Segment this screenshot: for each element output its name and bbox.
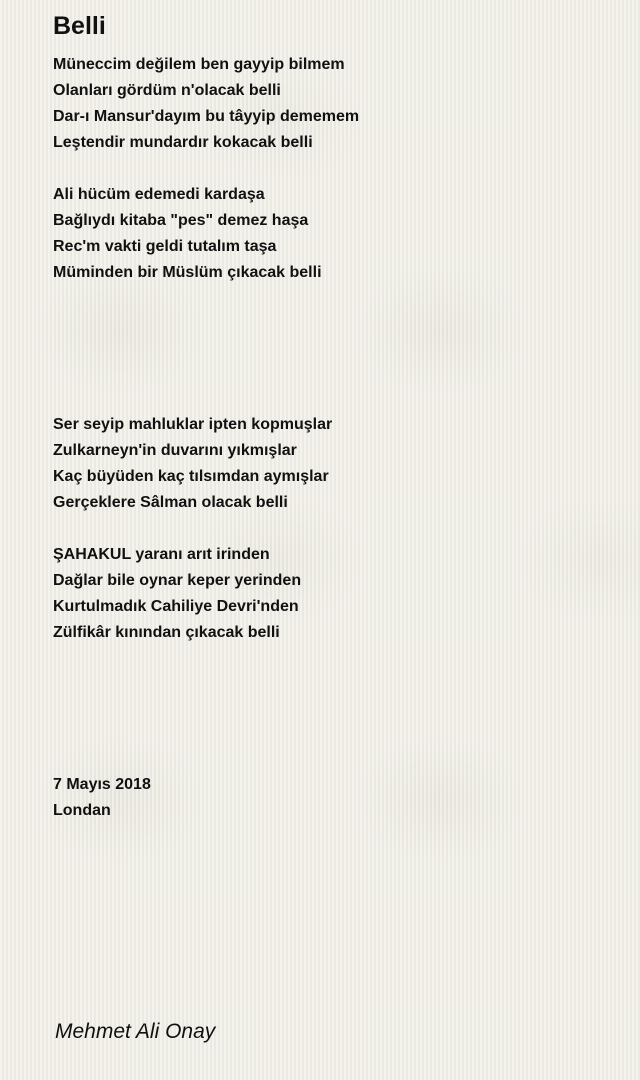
poem-body	[53, 52, 613, 824]
poem-date: 7 Mayıs 2018	[53, 776, 151, 793]
poem-line: ŞAHAKUL yaranı arıt irinden	[53, 546, 270, 563]
stanza-4	[53, 542, 613, 646]
author-signature: Mehmet Ali Onay	[55, 1020, 216, 1043]
stanza-1	[53, 52, 613, 156]
poem-line: Ali hücüm edemedi kardaşa	[53, 186, 265, 203]
poem-line: Zulkarneyn'in duvarını yıkmışlar	[53, 442, 297, 459]
stanza-2	[53, 182, 613, 286]
poem-line: Dar-ı Mansur'dayım bu tâyyip dememem	[53, 108, 360, 125]
poem-line: Dağlar bile oynar keper yerinden	[53, 572, 302, 589]
poem-footer	[53, 772, 613, 824]
poem-line: Olanları gördüm n'olacak belli	[53, 82, 281, 99]
stanza-spacer	[53, 516, 613, 542]
poem-line: Bağlıydı kitaba "pes" demez haşa	[53, 212, 309, 229]
poem-line: Gerçeklere Sâlman olacak belli	[53, 494, 288, 511]
poem-line: Rec'm vakti geldi tutalım taşa	[53, 238, 277, 255]
poem-line: Ser seyip mahluklar ipten kopmuşlar	[53, 416, 333, 433]
poem-line: Müminden bir Müslüm çıkacak belli	[53, 264, 322, 281]
poem-title: Belli	[53, 12, 106, 40]
poem-line: Kurtulmadık Cahiliye Devri'nden	[53, 598, 299, 615]
poem-line: Müneccim değilem ben gayyip bilmem	[53, 56, 345, 73]
poem-line: Zülfikâr kınından çıkacak belli	[53, 624, 280, 641]
poem-line: Leştendir mundardır kokacak belli	[53, 134, 313, 151]
poem-line: Kaç büyüden kaç tılsımdan aymışlar	[53, 468, 329, 485]
stanza-spacer	[53, 156, 613, 182]
poem-place: Londan	[53, 802, 111, 819]
section-spacer	[53, 646, 613, 772]
stanza-3	[53, 412, 613, 516]
section-spacer	[53, 286, 613, 412]
